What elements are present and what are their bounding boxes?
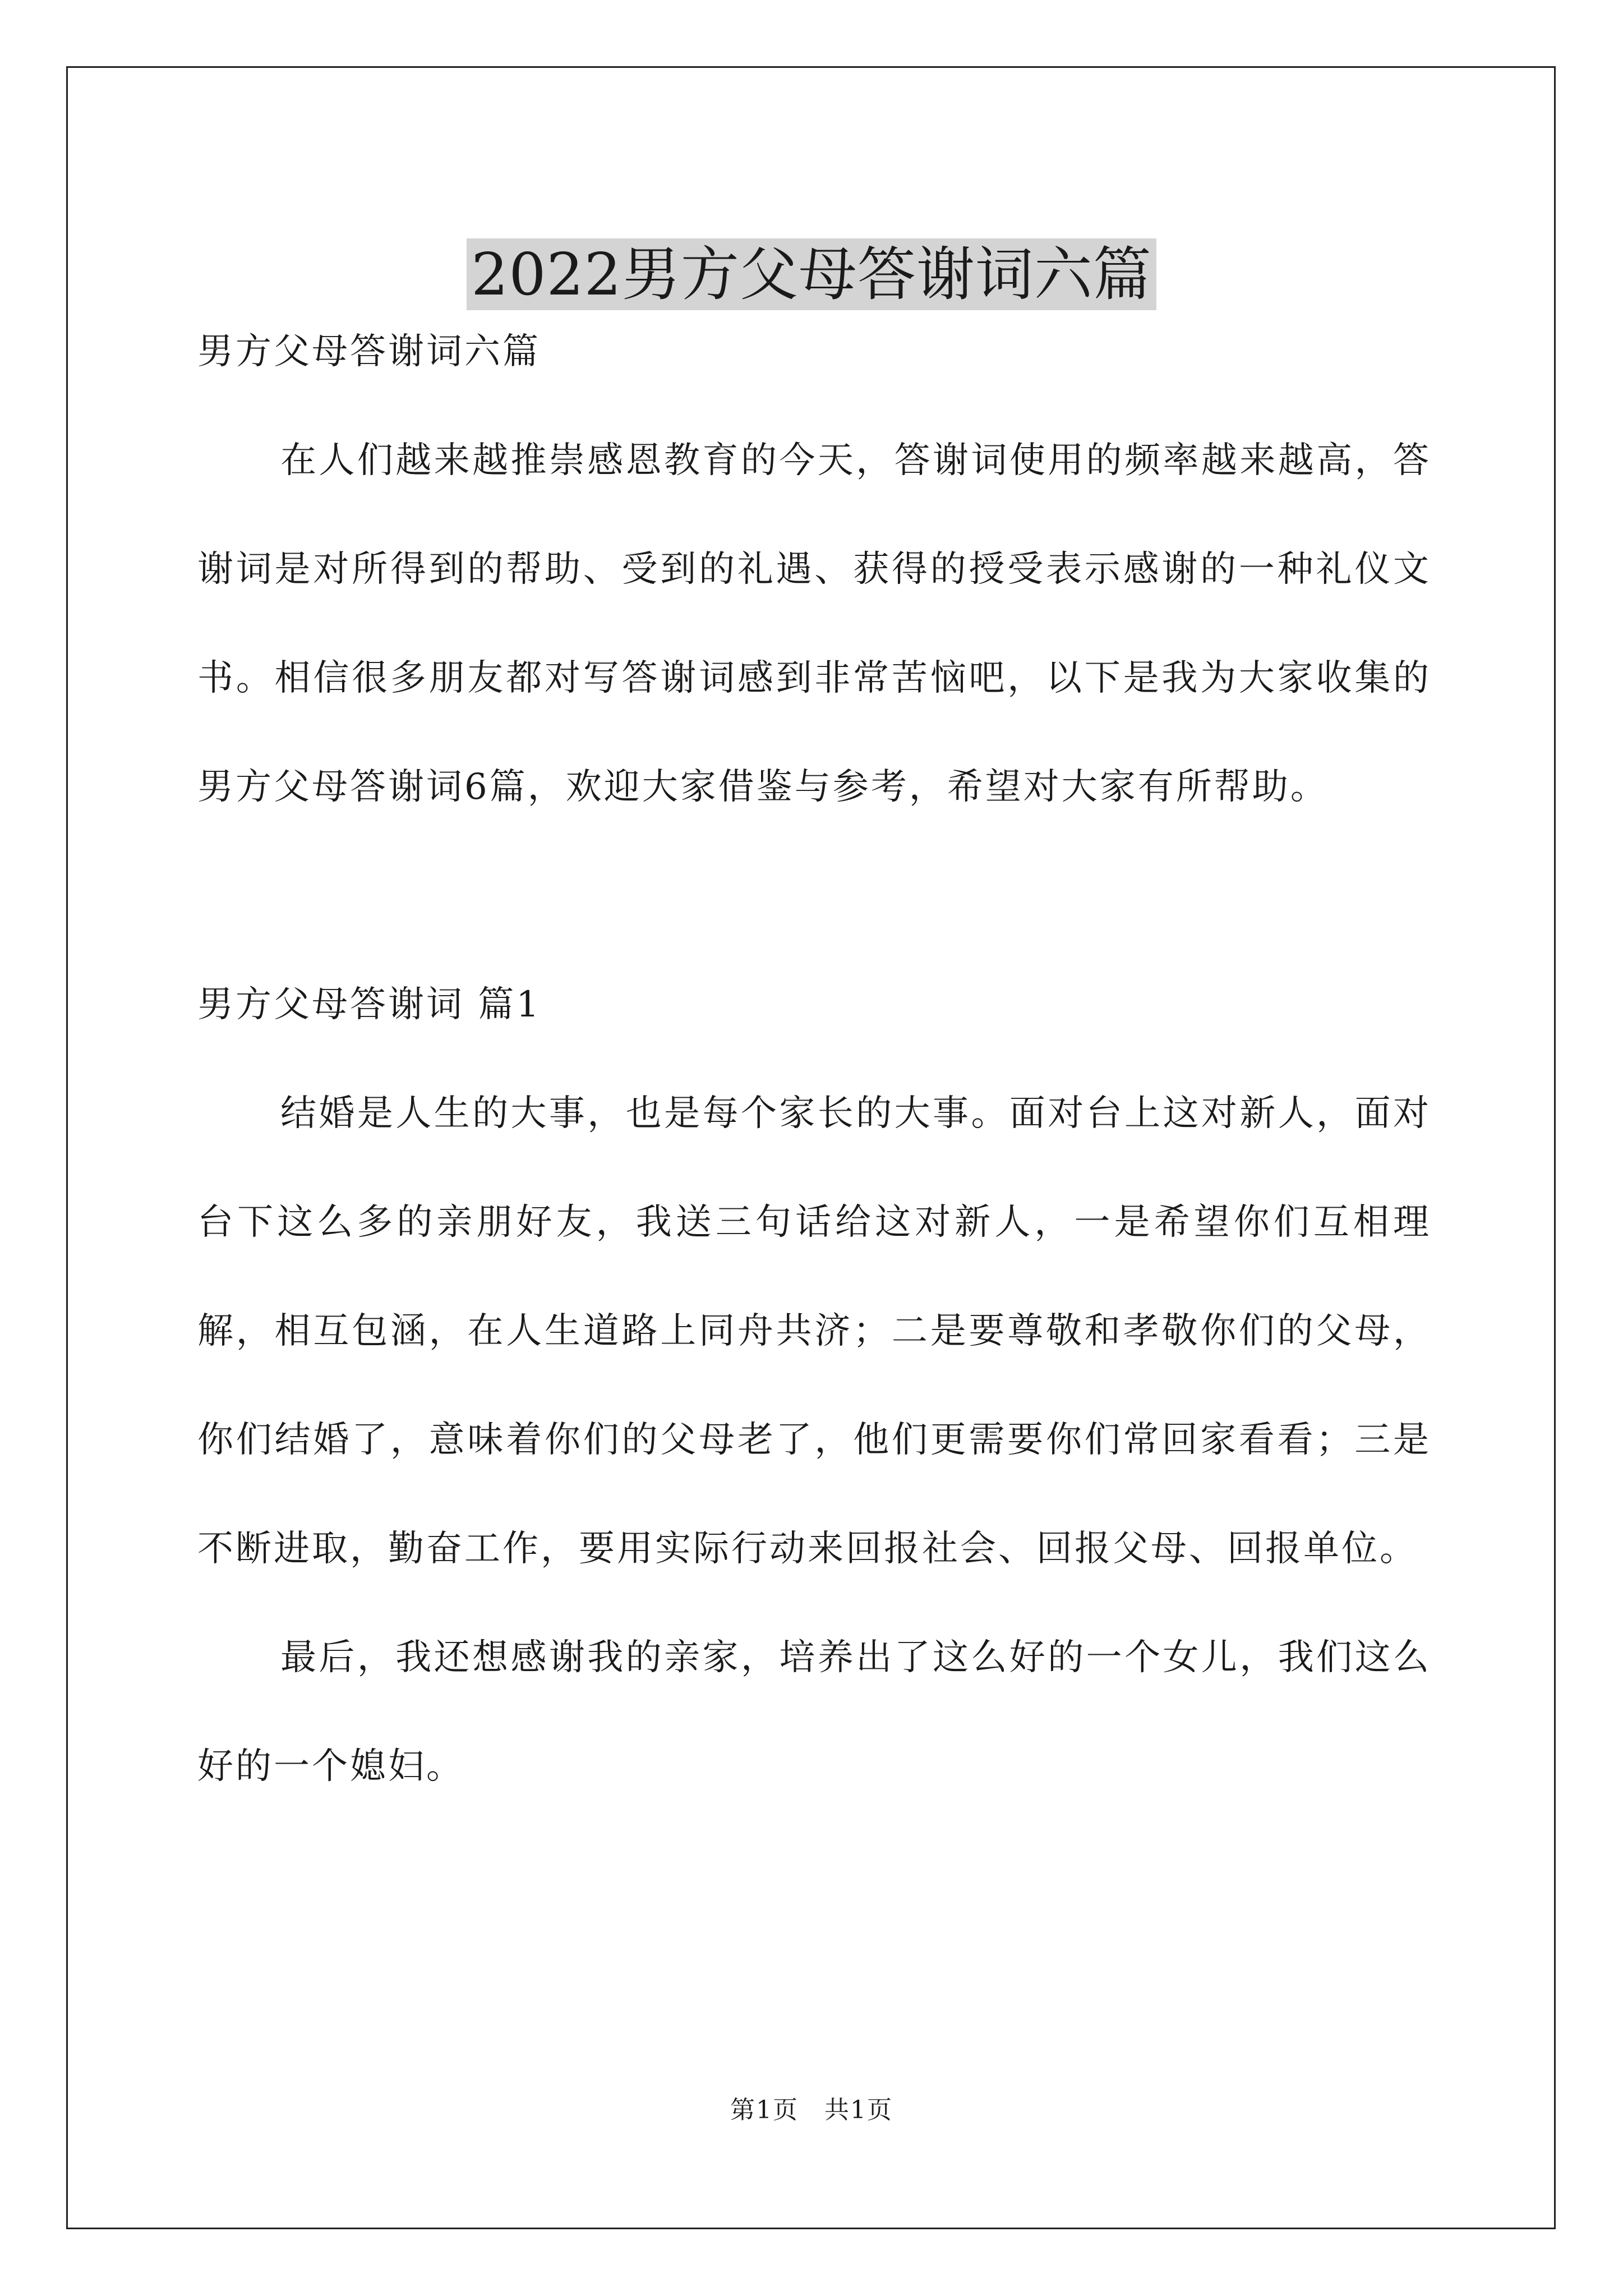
- document-title: 2022男方父母答谢词六篇: [467, 238, 1156, 310]
- document-body: [197, 297, 1431, 1821]
- document-subtitle: 男方父母答谢词六篇: [197, 331, 541, 372]
- page-footer: 第1页 共1页: [730, 2096, 893, 2124]
- section-heading: 男方父母答谢词 篇1: [197, 984, 542, 1025]
- section-spacer: [197, 841, 1431, 950]
- section-paragraph: 最后，我还想感谢我的亲家，培养出了这么好的一个女儿，我们这么好的一个媳妇。: [197, 1637, 1431, 1787]
- section-paragraph: 结婚是人生的大事，也是每个家长的大事。面对台上这对新人，面对台下这么多的亲朋好友，我送三句话给这对新人，一是希望你们互相理解，相互包涵，在人生道路上同舟共济；二是要尊敬和孝敬你们的父母，你们结婚了，意味着你们的父母老了，他们更需要你们常回家看看；三是不断进取，勤奋工作，要用实际行动来回报社会、回报父母、回报单位。: [197, 1093, 1431, 1570]
- intro-paragraph: 在人们越来越推崇感恩教育的今天，答谢词使用的频率越来越高，答谢词是对所得到的帮助、受到的礼遇、获得的授受表示感谢的一种礼仪文书。相信很多朋友都对写答谢词感到非常苦恼吧，以下是我为大家收集的男方父母答谢词6篇，欢迎大家借鉴与参考，希望对大家有所帮助。: [197, 440, 1431, 808]
